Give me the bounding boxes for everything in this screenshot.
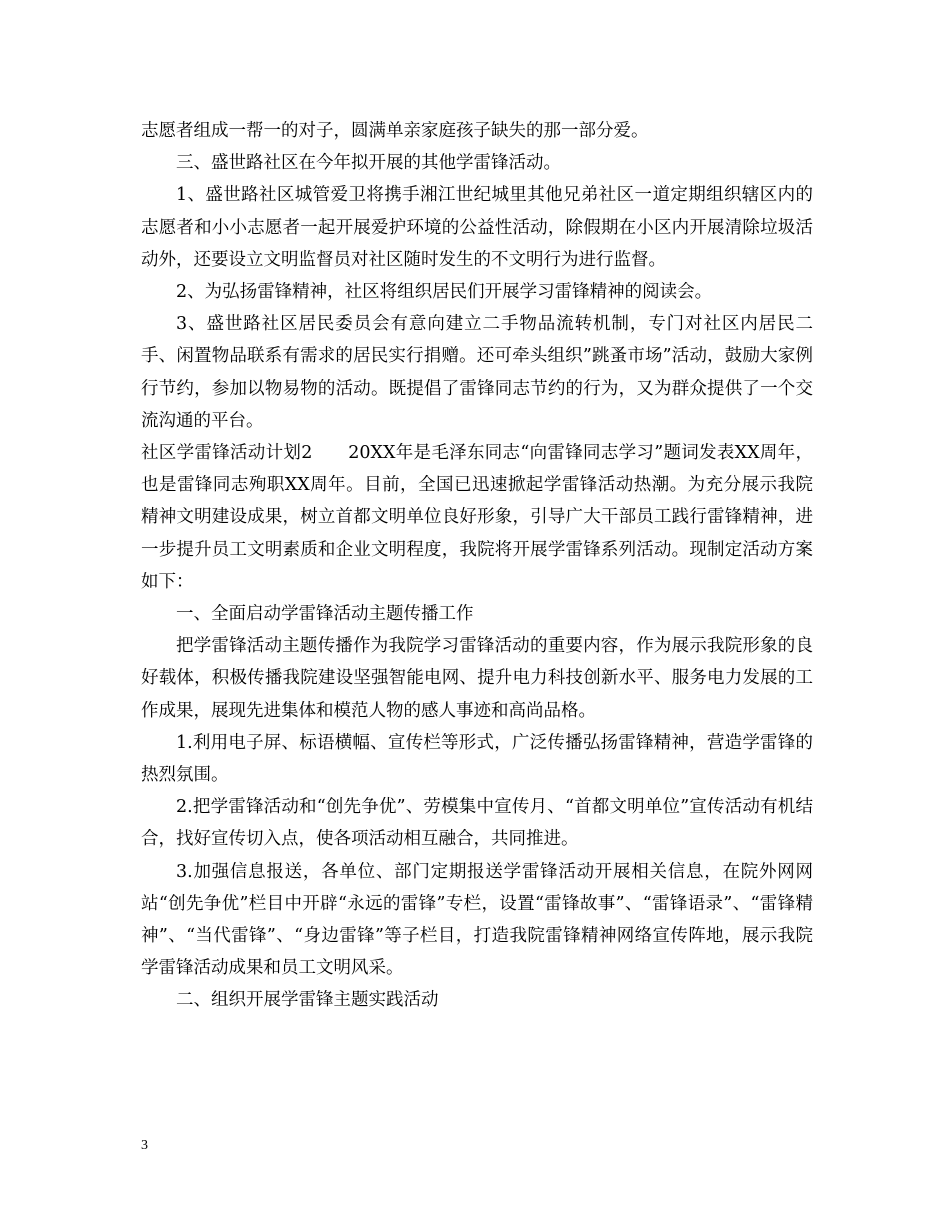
page-number: 3 (141, 1138, 148, 1153)
paragraph-1: 志愿者组成一帮一的对子，圆满单亲家庭孩子缺失的那一部分爱。 (141, 121, 649, 141)
paragraph-9: 1.利用电子屏、标语横幅、宣传栏等形式，广泛传播弘扬雷锋精神，营造学雷锋的热烈氛围。 (141, 732, 813, 786)
paragraph-11: 3.加强信息报送，各单位、部门定期报送学雷锋活动开展相关信息，在院外网网站“创先争优”栏目中开辟“永远的雷锋”专栏，设置“雷锋故事”、“雷锋语录”、“雷锋精神”、“当代雷锋”、“身边雷锋”等子栏目，打造我院雷锋精神网络宣传阵地，展示我院学雷锋活动成果和员工文明风采。 (141, 861, 813, 979)
paragraph-7: 一、全面启动学雷锋活动主题传播工作 (176, 604, 474, 625)
paragraph-6: 社区学雷锋活动计划2 20XX年是毛泽东同志“向雷锋同志学习”题词发表XX周年，也是雷锋同志殉职XX周年。目前，全国已迅速掀起学雷锋活动热潮。为充分展示我院精神文明建设成果，树立首都文明单位良好形象，引导广大干部员工践行雷锋精神，进一步提升员工文明素质和企业文明程度，我院将开展学雷锋系列活动。现制定活动方案如下： (141, 443, 813, 592)
paragraph-10: 2.把学雷锋活动和“创先争优”、劳模集中宣传月、“首都文明单位”宣传活动有机结合，找好宣传切入点，使各项活动相互融合，共同推进。 (141, 797, 813, 850)
paragraph-3: 1、盛世路社区城管爱卫将携手湘江世纪城里其他兄弟社区一道定期组织辖区内的志愿者和小小志愿者一起开展爱护环境的公益性活动，除假期在小区内开展清除垃圾活动外，还要设立文明监督员对社区随时发生的不文明行为进行监督。 (141, 185, 813, 270)
paragraph-4: 2、为弘扬雷锋精神，社区将组织居民们开展学习雷锋精神的阅读会。 (176, 282, 713, 303)
document-body (141, 115, 813, 1017)
paragraph-5: 3、盛世路社区居民委员会有意向建立二手物品流转机制，专门对社区内居民二手、闲置物品联系有需求的居民实行捐赠。还可牵头组织”跳蚤市场”活动，鼓励大家例行节约，参加以物易物的活动。既提倡了雷锋同志节约的行为，又为群众提供了一个交流沟通的平台。 (141, 314, 813, 431)
paragraph-8: 把学雷锋活动主题传播作为我院学习雷锋活动的重要内容，作为展示我院形象的良好载体，积极传播我院建设坚强智能电网、提升电力科技创新水平、服务电力发展的工作成果，展现先进集体和模范人物的感人事迹和高尚品格。 (141, 636, 813, 721)
paragraph-2: 三、盛世路社区在今年拟开展的其他学雷锋活动。 (176, 153, 561, 174)
paragraph-12: 二、组织开展学雷锋主题实践活动 (176, 990, 439, 1011)
